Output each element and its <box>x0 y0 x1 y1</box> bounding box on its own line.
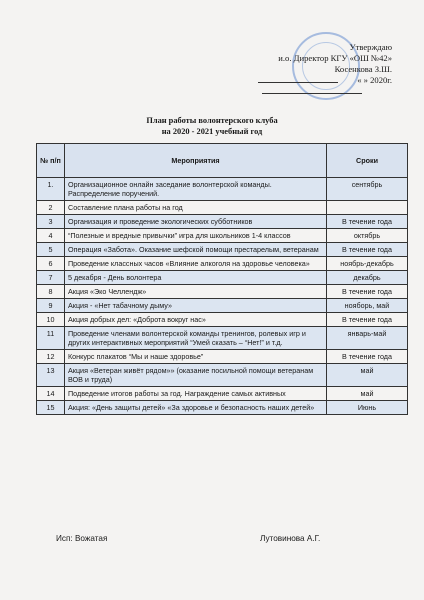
table-row <box>37 229 408 243</box>
row-term: В течение года <box>327 313 408 327</box>
row-term: май <box>327 364 408 387</box>
title-line-2: на 2020 - 2021 учебный год <box>161 127 263 136</box>
table-row <box>37 364 408 387</box>
row-term: май <box>327 387 408 401</box>
row-number: 6 <box>37 257 65 271</box>
row-event: Подведение итогов работы за год. Награждение самых активных <box>65 387 327 401</box>
row-event: Организация и проведение экологических субботников <box>65 215 327 229</box>
table-row <box>37 313 408 327</box>
date-line <box>262 93 362 94</box>
signature-line <box>258 82 338 83</box>
row-term: декабрь <box>327 271 408 285</box>
row-event: Конкурс плакатов “Мы и наше здоровье” <box>65 350 327 364</box>
row-number: 1. <box>37 178 65 201</box>
row-number: 3 <box>37 215 65 229</box>
row-event: Акция - «Нет табачному дыму» <box>65 299 327 313</box>
title-line-1: План работы волонтерского клуба <box>146 116 278 125</box>
row-event: Организационное онлайн заседание волонтерской команды. Распределение поручений. <box>65 178 327 201</box>
table-row <box>37 201 408 215</box>
row-number: 10 <box>37 313 65 327</box>
row-term: январь-май <box>327 327 408 350</box>
approval-block <box>232 42 392 86</box>
row-term: сентябрь <box>327 178 408 201</box>
row-number: 2 <box>37 201 65 215</box>
footer-name: Лутовинова А.Г. <box>260 534 321 543</box>
approval-heading: Утверждаю <box>349 42 392 52</box>
row-term: ноябрь-декабрь <box>327 257 408 271</box>
row-event: Акция: «День защиты детей» «За здоровье и безопасность наших детей» <box>65 401 327 415</box>
row-term: В течение года <box>327 215 408 229</box>
row-event: 5 декабря - День волонтера <box>65 271 327 285</box>
table-header-row <box>37 144 408 178</box>
row-number: 4 <box>37 229 65 243</box>
row-term: октябрь <box>327 229 408 243</box>
row-number: 9 <box>37 299 65 313</box>
row-number: 12 <box>37 350 65 364</box>
row-term: В течение года <box>327 243 408 257</box>
table-row <box>37 243 408 257</box>
table-row <box>37 285 408 299</box>
row-number: 8 <box>37 285 65 299</box>
row-term: Июнь <box>327 401 408 415</box>
table-row <box>37 327 408 350</box>
table-row <box>37 401 408 415</box>
row-number: 14 <box>37 387 65 401</box>
document-title <box>0 115 424 137</box>
header-number: № п/п <box>37 144 65 178</box>
row-number: 7 <box>37 271 65 285</box>
table-row <box>37 257 408 271</box>
table-row <box>37 271 408 285</box>
row-event: Акция «Эко Челлендж» <box>65 285 327 299</box>
table-row <box>37 350 408 364</box>
row-term: нояборь, май <box>327 299 408 313</box>
row-event: Проведение классных часов «Влияние алкоголя на здоровье человека» <box>65 257 327 271</box>
table-row <box>37 387 408 401</box>
row-event: Составление плана работы на год <box>65 201 327 215</box>
row-event: Акция «Ветеран живёт рядом»» (оказание посильной помощи ветеранам ВОВ и труда) <box>65 364 327 387</box>
approval-date: « » 2020г. <box>357 75 392 85</box>
table-row <box>37 215 408 229</box>
approval-position: и.о. Директор КГУ «ОШ №42» <box>278 53 392 63</box>
row-event: Проведение членами волонтерской команды тренингов, ролевых игр и других интерактивных мероприятий “Умей сказать – “Нет!” и т.д. <box>65 327 327 350</box>
plan-table <box>36 143 408 415</box>
row-event: “Полезные и вредные привычки” игра для школьников 1-4 классов <box>65 229 327 243</box>
row-number: 11 <box>37 327 65 350</box>
table-row <box>37 178 408 201</box>
row-term: В течение года <box>327 285 408 299</box>
approval-name: Косенкова З.Ш. <box>334 64 392 74</box>
header-term: Сроки <box>327 144 408 178</box>
row-event: Операция «Забота». Оказание шефской помощи престарелым, ветеранам <box>65 243 327 257</box>
row-number: 13 <box>37 364 65 387</box>
row-number: 5 <box>37 243 65 257</box>
footer-executor: Исп: Вожатая <box>56 534 108 543</box>
table-row <box>37 299 408 313</box>
header-event: Мероприятия <box>65 144 327 178</box>
row-term <box>327 201 408 215</box>
row-event: Акция добрых дел: «Доброта вокруг нас» <box>65 313 327 327</box>
row-term: В течение года <box>327 350 408 364</box>
row-number: 15 <box>37 401 65 415</box>
